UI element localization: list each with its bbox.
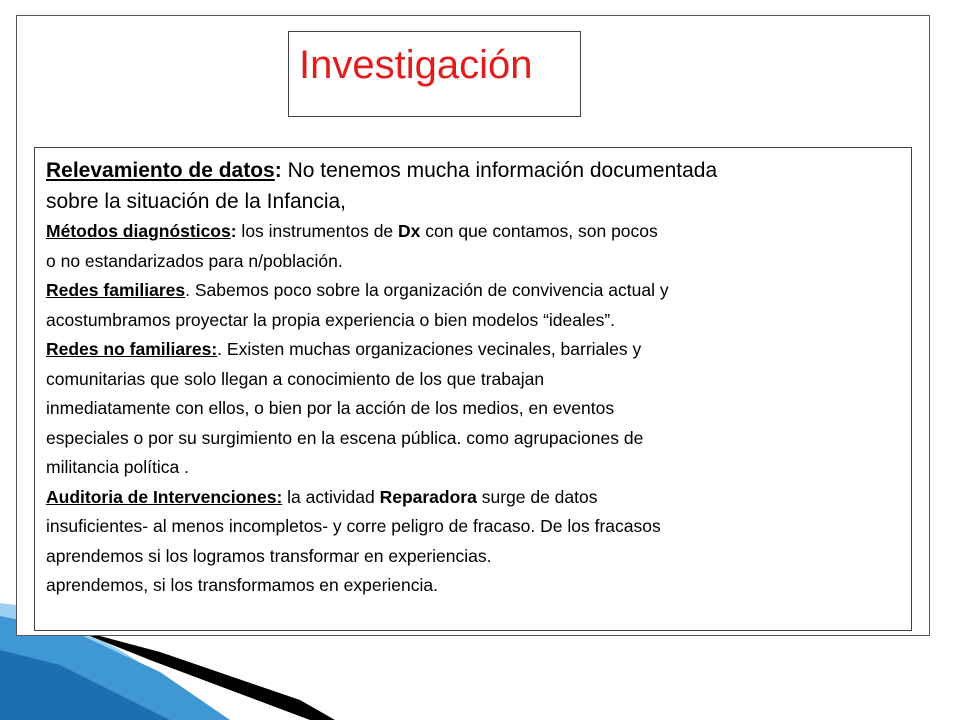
title-box [288, 31, 581, 117]
ribbon-black-stroke [70, 628, 335, 720]
metodos-line-2: o no estandarizados para n/población. [46, 250, 343, 271]
slide-title: Investigación [299, 43, 533, 87]
redes-familiares-text-1: . Sabemos poco sobre la organización de convivencia actual y [185, 280, 669, 300]
content-box [34, 147, 912, 631]
redes-familiares-line-1 [46, 276, 904, 306]
relevamiento-colon: : [274, 159, 282, 182]
auditoria-line-3: aprendemos si los logramos transformar en experiencias. [46, 545, 492, 566]
redes-no-familiares-line-3: inmediatamente con ellos, o bien por la acción de los medios, en eventos [46, 398, 615, 418]
redes-no-familiares-text-1: . Existen muchas organizaciones vecinales, barriales y [217, 339, 642, 359]
relevamiento-line-2: sobre la situación de la Infancia, [46, 190, 347, 213]
redes-no-familiares-line-1 [46, 335, 904, 365]
redes-familiares-line-2: acostumbramos proyectar la propia experiencia o bien modelos “ideales”. [46, 309, 616, 330]
auditoria-line-1 [46, 483, 904, 513]
metodos-heading: Métodos diagnósticos [46, 221, 231, 241]
auditoria-heading: Auditoria de Intervenciones: [46, 486, 283, 507]
redes-familiares-heading: Redes familiares [46, 280, 186, 300]
auditoria-line-2: insuficientes- al menos incompletos- y corre peligro de fracaso. De los fracasos [46, 516, 661, 536]
relevamiento-line-1 [46, 155, 904, 186]
relevamiento-text-1: No tenemos mucha información documentada [281, 159, 718, 182]
redes-no-familiares-heading: Redes no familiares: [46, 339, 218, 359]
content-text [46, 155, 904, 601]
ribbon-dark-wedge [0, 650, 170, 720]
auditoria-text-1a: la actividad [282, 486, 380, 507]
metodos-text-1a: los instrumentos de [236, 221, 399, 241]
redes-no-familiares-line-2: comunitarias que solo llegan a conocimiento de los que trabajan [46, 368, 545, 389]
metodos-text-1c: con que contamos, son pocos [420, 221, 658, 241]
auditoria-line-4: aprendemos, si los transformamos en experiencia. [46, 575, 438, 595]
metodos-line-1 [46, 217, 904, 247]
relevamiento-heading: Relevamiento de datos [46, 159, 275, 182]
metodos-dx: Dx [398, 221, 421, 241]
redes-no-familiares-line-5: militancia política . [46, 457, 189, 477]
auditoria-reparadora: Reparadora [379, 486, 477, 507]
metodos-colon: : [230, 221, 237, 241]
redes-no-familiares-line-4: especiales o por su surgimiento en la escena pública. como agrupaciones de [46, 427, 644, 448]
auditoria-text-1c: surge de datos [476, 486, 598, 507]
